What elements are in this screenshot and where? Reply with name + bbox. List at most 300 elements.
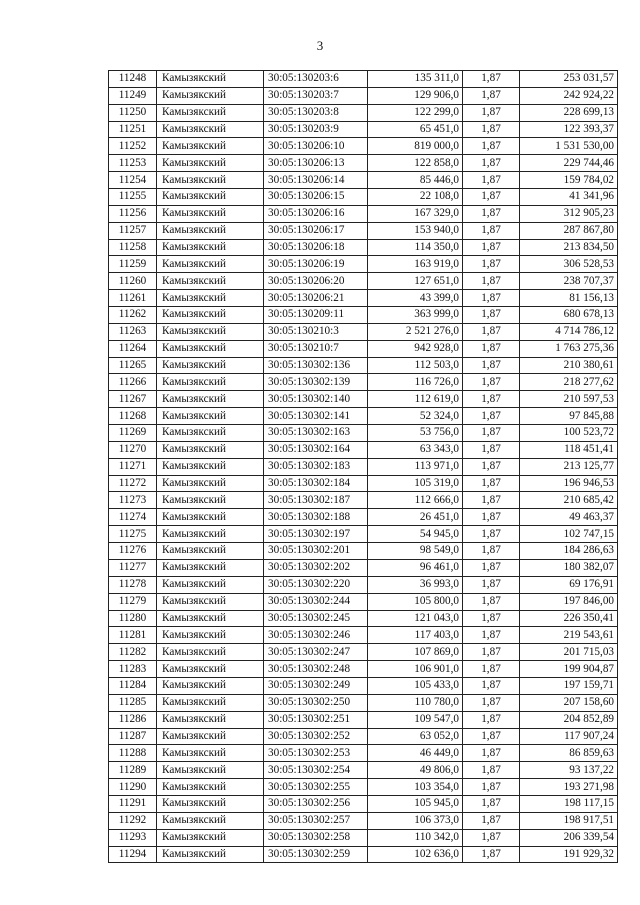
- coefficient-cell: 1,87: [463, 374, 520, 391]
- coefficient-cell: 1,87: [463, 812, 520, 829]
- cadastral-value-cell: 184 286,63: [520, 543, 618, 560]
- area-cell: 109 547,0: [368, 711, 463, 728]
- district-cell: Камызякский: [157, 87, 264, 104]
- cadastral-value-cell: 218 277,62: [520, 374, 618, 391]
- table-row: [109, 273, 618, 290]
- cadastral-number-cell: 30:05:130203:6: [264, 71, 368, 88]
- district-cell: Камызякский: [157, 205, 264, 222]
- table-row: [109, 593, 618, 610]
- coefficient-cell: 1,87: [463, 441, 520, 458]
- row-number-cell: 11255: [109, 189, 157, 206]
- row-number-cell: 11279: [109, 593, 157, 610]
- cadastral-number-cell: 30:05:130302:163: [264, 425, 368, 442]
- table-row: [109, 239, 618, 256]
- table-row: [109, 779, 618, 796]
- cadastral-number-cell: 30:05:130203:8: [264, 104, 368, 121]
- district-cell: Камызякский: [157, 593, 264, 610]
- table-row: [109, 391, 618, 408]
- area-cell: 105 800,0: [368, 593, 463, 610]
- cadastral-value-cell: 122 393,37: [520, 121, 618, 138]
- table-row: [109, 610, 618, 627]
- row-number-cell: 11277: [109, 559, 157, 576]
- cadastral-value-cell: 213 834,50: [520, 239, 618, 256]
- cadastral-value-cell: 253 031,57: [520, 71, 618, 88]
- district-cell: Камызякский: [157, 408, 264, 425]
- table-row: [109, 846, 618, 863]
- row-number-cell: 11260: [109, 273, 157, 290]
- cadastral-number-cell: 30:05:130302:188: [264, 509, 368, 526]
- district-cell: Камызякский: [157, 728, 264, 745]
- cadastral-value-cell: 93 137,22: [520, 762, 618, 779]
- cadastral-number-cell: 30:05:130302:183: [264, 458, 368, 475]
- cadastral-value-cell: 197 159,71: [520, 677, 618, 694]
- coefficient-cell: 1,87: [463, 189, 520, 206]
- area-cell: 105 945,0: [368, 795, 463, 812]
- cadastral-value-cell: 199 904,87: [520, 661, 618, 678]
- district-cell: Камызякский: [157, 340, 264, 357]
- district-cell: Камызякский: [157, 812, 264, 829]
- coefficient-cell: 1,87: [463, 593, 520, 610]
- table-row: [109, 711, 618, 728]
- cadastral-value-cell: 117 907,24: [520, 728, 618, 745]
- coefficient-cell: 1,87: [463, 779, 520, 796]
- row-number-cell: 11258: [109, 239, 157, 256]
- row-number-cell: 11263: [109, 323, 157, 340]
- district-cell: Камызякский: [157, 189, 264, 206]
- district-cell: Камызякский: [157, 829, 264, 846]
- district-cell: Камызякский: [157, 374, 264, 391]
- cadastral-number-cell: 30:05:130206:17: [264, 222, 368, 239]
- district-cell: Камызякский: [157, 576, 264, 593]
- row-number-cell: 11267: [109, 391, 157, 408]
- coefficient-cell: 1,87: [463, 290, 520, 307]
- row-number-cell: 11271: [109, 458, 157, 475]
- coefficient-cell: 1,87: [463, 661, 520, 678]
- table-row: [109, 509, 618, 526]
- area-cell: 106 373,0: [368, 812, 463, 829]
- coefficient-cell: 1,87: [463, 172, 520, 189]
- table-row: [109, 762, 618, 779]
- area-cell: 106 901,0: [368, 661, 463, 678]
- coefficient-cell: 1,87: [463, 492, 520, 509]
- area-cell: 54 945,0: [368, 526, 463, 543]
- cadastral-number-cell: 30:05:130206:10: [264, 138, 368, 155]
- area-cell: 46 449,0: [368, 745, 463, 762]
- coefficient-cell: 1,87: [463, 475, 520, 492]
- cadastral-number-cell: 30:05:130302:253: [264, 745, 368, 762]
- area-cell: 65 451,0: [368, 121, 463, 138]
- area-cell: 105 319,0: [368, 475, 463, 492]
- district-cell: Камызякский: [157, 475, 264, 492]
- area-cell: 112 619,0: [368, 391, 463, 408]
- cadastral-value-cell: 197 846,00: [520, 593, 618, 610]
- table-row: [109, 627, 618, 644]
- area-cell: 819 000,0: [368, 138, 463, 155]
- cadastral-value-cell: 213 125,77: [520, 458, 618, 475]
- row-number-cell: 11292: [109, 812, 157, 829]
- coefficient-cell: 1,87: [463, 222, 520, 239]
- district-cell: Камызякский: [157, 121, 264, 138]
- coefficient-cell: 1,87: [463, 307, 520, 324]
- cadastral-value-cell: 86 859,63: [520, 745, 618, 762]
- cadastral-number-cell: 30:05:130302:245: [264, 610, 368, 627]
- cadastral-number-cell: 30:05:130302:246: [264, 627, 368, 644]
- area-cell: 167 329,0: [368, 205, 463, 222]
- area-cell: 53 756,0: [368, 425, 463, 442]
- coefficient-cell: 1,87: [463, 694, 520, 711]
- area-cell: 96 461,0: [368, 559, 463, 576]
- table-row: [109, 104, 618, 121]
- cadastral-value-cell: 229 744,46: [520, 155, 618, 172]
- cadastral-value-cell: 201 715,03: [520, 644, 618, 661]
- cadastral-value-cell: 118 451,41: [520, 441, 618, 458]
- table-row: [109, 526, 618, 543]
- row-number-cell: 11272: [109, 475, 157, 492]
- coefficient-cell: 1,87: [463, 543, 520, 560]
- row-number-cell: 11288: [109, 745, 157, 762]
- table-row: [109, 87, 618, 104]
- table-row: [109, 559, 618, 576]
- cadastral-number-cell: 30:05:130302:251: [264, 711, 368, 728]
- table-row: [109, 357, 618, 374]
- row-number-cell: 11253: [109, 155, 157, 172]
- cadastral-value-cell: 193 271,98: [520, 779, 618, 796]
- area-cell: 103 354,0: [368, 779, 463, 796]
- row-number-cell: 11290: [109, 779, 157, 796]
- table-row: [109, 661, 618, 678]
- area-cell: 102 636,0: [368, 846, 463, 863]
- table-row: [109, 458, 618, 475]
- district-cell: Камызякский: [157, 104, 264, 121]
- coefficient-cell: 1,87: [463, 644, 520, 661]
- district-cell: Камызякский: [157, 307, 264, 324]
- cadastral-number-cell: 30:05:130302:244: [264, 593, 368, 610]
- area-cell: 114 350,0: [368, 239, 463, 256]
- area-cell: 107 869,0: [368, 644, 463, 661]
- area-cell: 98 549,0: [368, 543, 463, 560]
- table-row: [109, 795, 618, 812]
- cadastral-value-cell: 210 380,61: [520, 357, 618, 374]
- coefficient-cell: 1,87: [463, 509, 520, 526]
- row-number-cell: 11261: [109, 290, 157, 307]
- district-cell: Камызякский: [157, 222, 264, 239]
- cadastral-number-cell: 30:05:130206:21: [264, 290, 368, 307]
- coefficient-cell: 1,87: [463, 104, 520, 121]
- cadastral-number-cell: 30:05:130302:247: [264, 644, 368, 661]
- area-cell: 63 052,0: [368, 728, 463, 745]
- coefficient-cell: 1,87: [463, 273, 520, 290]
- district-cell: Камызякский: [157, 795, 264, 812]
- cadastral-value-cell: 242 924,22: [520, 87, 618, 104]
- cadastral-value-cell: 102 747,15: [520, 526, 618, 543]
- district-cell: Камызякский: [157, 239, 264, 256]
- area-cell: 49 806,0: [368, 762, 463, 779]
- cadastral-value-cell: 207 158,60: [520, 694, 618, 711]
- coefficient-cell: 1,87: [463, 627, 520, 644]
- district-cell: Камызякский: [157, 323, 264, 340]
- table-row: [109, 172, 618, 189]
- row-number-cell: 11289: [109, 762, 157, 779]
- cadastral-number-cell: 30:05:130206:20: [264, 273, 368, 290]
- district-cell: Камызякский: [157, 846, 264, 863]
- coefficient-cell: 1,87: [463, 256, 520, 273]
- cadastral-value-cell: 81 156,13: [520, 290, 618, 307]
- row-number-cell: 11264: [109, 340, 157, 357]
- coefficient-cell: 1,87: [463, 711, 520, 728]
- cadastral-number-cell: 30:05:130203:7: [264, 87, 368, 104]
- row-number-cell: 11268: [109, 408, 157, 425]
- cadastral-number-cell: 30:05:130302:255: [264, 779, 368, 796]
- cadastral-value-cell: 238 707,37: [520, 273, 618, 290]
- cadastral-number-cell: 30:05:130302:141: [264, 408, 368, 425]
- area-cell: 122 858,0: [368, 155, 463, 172]
- area-cell: 52 324,0: [368, 408, 463, 425]
- area-cell: 63 343,0: [368, 441, 463, 458]
- cadastral-number-cell: 30:05:130302:202: [264, 559, 368, 576]
- district-cell: Камызякский: [157, 138, 264, 155]
- cadastral-number-cell: 30:05:130206:15: [264, 189, 368, 206]
- district-cell: Камызякский: [157, 762, 264, 779]
- cadastral-value-cell: 1 531 530,00: [520, 138, 618, 155]
- row-number-cell: 11249: [109, 87, 157, 104]
- district-cell: Камызякский: [157, 155, 264, 172]
- table-row: [109, 323, 618, 340]
- district-cell: Камызякский: [157, 745, 264, 762]
- cadastral-value-cell: 204 852,89: [520, 711, 618, 728]
- area-cell: 135 311,0: [368, 71, 463, 88]
- area-cell: 116 726,0: [368, 374, 463, 391]
- district-cell: Камызякский: [157, 273, 264, 290]
- coefficient-cell: 1,87: [463, 71, 520, 88]
- coefficient-cell: 1,87: [463, 138, 520, 155]
- district-cell: Камызякский: [157, 711, 264, 728]
- coefficient-cell: 1,87: [463, 745, 520, 762]
- table-row: [109, 576, 618, 593]
- cadastral-value-cell: 226 350,41: [520, 610, 618, 627]
- coefficient-cell: 1,87: [463, 239, 520, 256]
- table-row: [109, 408, 618, 425]
- district-cell: Камызякский: [157, 256, 264, 273]
- cadastral-value-cell: 180 382,07: [520, 559, 618, 576]
- row-number-cell: 11270: [109, 441, 157, 458]
- district-cell: Камызякский: [157, 661, 264, 678]
- district-cell: Камызякский: [157, 644, 264, 661]
- cadastral-number-cell: 30:05:130302:254: [264, 762, 368, 779]
- cadastral-value-cell: 219 543,61: [520, 627, 618, 644]
- area-cell: 163 919,0: [368, 256, 463, 273]
- table-row: [109, 694, 618, 711]
- cadastral-value-cell: 97 845,88: [520, 408, 618, 425]
- row-number-cell: 11278: [109, 576, 157, 593]
- table-row: [109, 644, 618, 661]
- cadastral-number-cell: 30:05:130302:187: [264, 492, 368, 509]
- row-number-cell: 11293: [109, 829, 157, 846]
- row-number-cell: 11286: [109, 711, 157, 728]
- table-row: [109, 290, 618, 307]
- district-cell: Камызякский: [157, 559, 264, 576]
- table-row: [109, 189, 618, 206]
- coefficient-cell: 1,87: [463, 795, 520, 812]
- coefficient-cell: 1,87: [463, 155, 520, 172]
- cadastral-number-cell: 30:05:130302:220: [264, 576, 368, 593]
- cadastral-number-cell: 30:05:130302:259: [264, 846, 368, 863]
- cadastral-value-cell: 100 523,72: [520, 425, 618, 442]
- table-row: [109, 138, 618, 155]
- cadastral-value-cell: 228 699,13: [520, 104, 618, 121]
- coefficient-cell: 1,87: [463, 576, 520, 593]
- coefficient-cell: 1,87: [463, 425, 520, 442]
- row-number-cell: 11283: [109, 661, 157, 678]
- table-row: [109, 71, 618, 88]
- cadastral-number-cell: 30:05:130302:139: [264, 374, 368, 391]
- area-cell: 363 999,0: [368, 307, 463, 324]
- row-number-cell: 11282: [109, 644, 157, 661]
- coefficient-cell: 1,87: [463, 357, 520, 374]
- area-cell: 110 780,0: [368, 694, 463, 711]
- row-number-cell: 11294: [109, 846, 157, 863]
- coefficient-cell: 1,87: [463, 610, 520, 627]
- row-number-cell: 11276: [109, 543, 157, 560]
- table-row: [109, 677, 618, 694]
- district-cell: Камызякский: [157, 677, 264, 694]
- table-row: [109, 492, 618, 509]
- coefficient-cell: 1,87: [463, 762, 520, 779]
- area-cell: 113 971,0: [368, 458, 463, 475]
- coefficient-cell: 1,87: [463, 829, 520, 846]
- table-row: [109, 425, 618, 442]
- coefficient-cell: 1,87: [463, 458, 520, 475]
- coefficient-cell: 1,87: [463, 323, 520, 340]
- district-cell: Камызякский: [157, 526, 264, 543]
- district-cell: Камызякский: [157, 172, 264, 189]
- area-cell: 2 521 276,0: [368, 323, 463, 340]
- area-cell: 112 503,0: [368, 357, 463, 374]
- cadastral-number-cell: 30:05:130210:7: [264, 340, 368, 357]
- table-row: [109, 307, 618, 324]
- district-cell: Камызякский: [157, 458, 264, 475]
- coefficient-cell: 1,87: [463, 728, 520, 745]
- row-number-cell: 11266: [109, 374, 157, 391]
- coefficient-cell: 1,87: [463, 87, 520, 104]
- district-cell: Камызякский: [157, 779, 264, 796]
- row-number-cell: 11284: [109, 677, 157, 694]
- table-body: [109, 71, 618, 863]
- district-cell: Камызякский: [157, 425, 264, 442]
- cadastral-number-cell: 30:05:130206:16: [264, 205, 368, 222]
- cadastral-value-cell: 680 678,13: [520, 307, 618, 324]
- cadastral-number-cell: 30:05:130210:3: [264, 323, 368, 340]
- row-number-cell: 11256: [109, 205, 157, 222]
- area-cell: 26 451,0: [368, 509, 463, 526]
- area-cell: 122 299,0: [368, 104, 463, 121]
- cadastral-number-cell: 30:05:130206:19: [264, 256, 368, 273]
- row-number-cell: 11248: [109, 71, 157, 88]
- cadastral-value-cell: 210 597,53: [520, 391, 618, 408]
- area-cell: 112 666,0: [368, 492, 463, 509]
- cadastral-number-cell: 30:05:130302:136: [264, 357, 368, 374]
- cadastral-value-cell: 206 339,54: [520, 829, 618, 846]
- cadastral-number-cell: 30:05:130302:140: [264, 391, 368, 408]
- cadastral-value-cell: 69 176,91: [520, 576, 618, 593]
- area-cell: 942 928,0: [368, 340, 463, 357]
- district-cell: Камызякский: [157, 610, 264, 627]
- row-number-cell: 11259: [109, 256, 157, 273]
- district-cell: Камызякский: [157, 694, 264, 711]
- area-cell: 110 342,0: [368, 829, 463, 846]
- district-cell: Камызякский: [157, 627, 264, 644]
- cadastral-number-cell: 30:05:130206:13: [264, 155, 368, 172]
- row-number-cell: 11287: [109, 728, 157, 745]
- coefficient-cell: 1,87: [463, 677, 520, 694]
- table-row: [109, 441, 618, 458]
- table-row: [109, 728, 618, 745]
- cadastral-number-cell: 30:05:130302:248: [264, 661, 368, 678]
- table-row: [109, 475, 618, 492]
- table-row: [109, 121, 618, 138]
- row-number-cell: 11257: [109, 222, 157, 239]
- coefficient-cell: 1,87: [463, 559, 520, 576]
- district-cell: Камызякский: [157, 492, 264, 509]
- district-cell: Камызякский: [157, 509, 264, 526]
- cadastral-number-cell: 30:05:130302:201: [264, 543, 368, 560]
- table-row: [109, 205, 618, 222]
- area-cell: 43 399,0: [368, 290, 463, 307]
- cadastral-value-table: [108, 70, 618, 863]
- cadastral-number-cell: 30:05:130302:258: [264, 829, 368, 846]
- cadastral-value-cell: 159 784,02: [520, 172, 618, 189]
- district-cell: Камызякский: [157, 71, 264, 88]
- table-row: [109, 155, 618, 172]
- table-row: [109, 340, 618, 357]
- row-number-cell: 11254: [109, 172, 157, 189]
- cadastral-value-cell: 191 929,32: [520, 846, 618, 863]
- row-number-cell: 11291: [109, 795, 157, 812]
- coefficient-cell: 1,87: [463, 526, 520, 543]
- cadastral-value-cell: 312 905,23: [520, 205, 618, 222]
- cadastral-number-cell: 30:05:130302:257: [264, 812, 368, 829]
- cadastral-number-cell: 30:05:130206:18: [264, 239, 368, 256]
- district-cell: Камызякский: [157, 543, 264, 560]
- cadastral-value-cell: 41 341,96: [520, 189, 618, 206]
- table-row: [109, 374, 618, 391]
- area-cell: 153 940,0: [368, 222, 463, 239]
- row-number-cell: 11250: [109, 104, 157, 121]
- table-row: [109, 222, 618, 239]
- cadastral-number-cell: 30:05:130302:184: [264, 475, 368, 492]
- area-cell: 117 403,0: [368, 627, 463, 644]
- coefficient-cell: 1,87: [463, 205, 520, 222]
- area-cell: 105 433,0: [368, 677, 463, 694]
- district-cell: Камызякский: [157, 391, 264, 408]
- area-cell: 36 993,0: [368, 576, 463, 593]
- cadastral-number-cell: 30:05:130302:250: [264, 694, 368, 711]
- area-cell: 22 108,0: [368, 189, 463, 206]
- coefficient-cell: 1,87: [463, 391, 520, 408]
- cadastral-value-cell: 198 117,15: [520, 795, 618, 812]
- row-number-cell: 11274: [109, 509, 157, 526]
- row-number-cell: 11275: [109, 526, 157, 543]
- cadastral-value-cell: 198 917,51: [520, 812, 618, 829]
- coefficient-cell: 1,87: [463, 846, 520, 863]
- cadastral-value-cell: 210 685,42: [520, 492, 618, 509]
- table-row: [109, 745, 618, 762]
- area-cell: 121 043,0: [368, 610, 463, 627]
- cadastral-number-cell: 30:05:130209:11: [264, 307, 368, 324]
- row-number-cell: 11281: [109, 627, 157, 644]
- row-number-cell: 11262: [109, 307, 157, 324]
- table-row: [109, 812, 618, 829]
- cadastral-number-cell: 30:05:130302:164: [264, 441, 368, 458]
